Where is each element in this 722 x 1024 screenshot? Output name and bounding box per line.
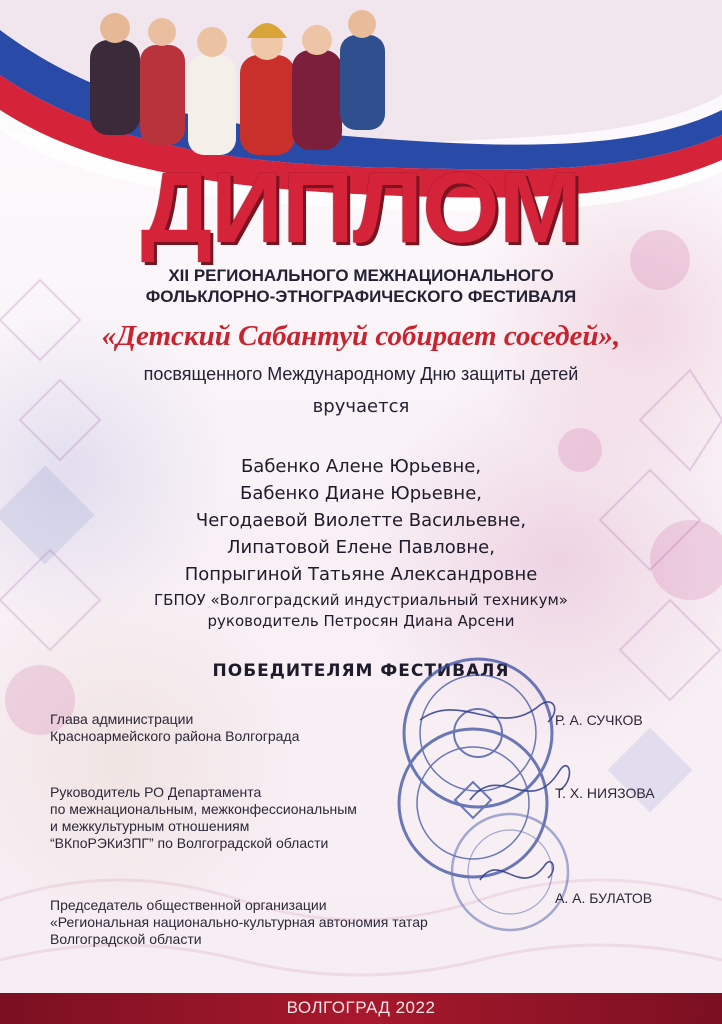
signatory-2-name: Т. Х. НИЯЗОВА	[555, 785, 655, 801]
signatory-1-name: Р. А. СУЧКОВ	[555, 712, 643, 728]
festival-name: «Детский Сабантуй собирает соседей»,	[101, 320, 621, 352]
recipient: Липатовой Елене Павловне,	[227, 537, 495, 558]
signatory-3-position: Председатель общественной организации «Региональная национально-культурная автономия татар Волгоградской области	[50, 897, 428, 947]
recipient: Бабенко Диане Юрьевне,	[240, 483, 482, 504]
recipient: Бабенко Алене Юрьевне,	[240, 456, 482, 477]
signatory-1-position: Глава администрации Красноармейского района Волгограда	[50, 711, 300, 744]
institution: ГБПОУ «Волгоградский индустриальный техникум»	[154, 591, 568, 609]
leader: руководитель Петросян Диана Арсени	[207, 612, 515, 630]
awarded-text: вручается	[312, 396, 410, 417]
signatory-2-position: Руководитель РО Департамента по межнациональным, межконфессиональным и межкультурным отношениям “ВКпоРЭКиЗПГ” по Волгоградской области	[50, 784, 357, 851]
dedication: посвященного Международному Дню защиты детей	[143, 364, 579, 384]
winners-heading: ПОБЕДИТЕЛЯМ ФЕСТИВАЛЯ	[212, 661, 510, 681]
festival-line-2: ФОЛЬКЛОРНО-ЭТНОГРАФИЧЕСКОГО ФЕСТИВАЛЯ	[145, 287, 577, 306]
footer-city-year: ВОЛГОГРАД 2022	[286, 998, 436, 1017]
signatory-3-name: А. А. БУЛАТОВ	[555, 890, 653, 906]
recipient: Попрыгиной Татьяне Александровне	[184, 564, 538, 585]
festival-line-1: XII РЕГИОНАЛЬНОГО МЕЖНАЦИОНАЛЬНОГО	[168, 266, 554, 285]
diploma-title: ДИПЛОМ	[140, 152, 582, 264]
recipient: Чегодаевой Виолетте Васильевне,	[195, 510, 527, 531]
